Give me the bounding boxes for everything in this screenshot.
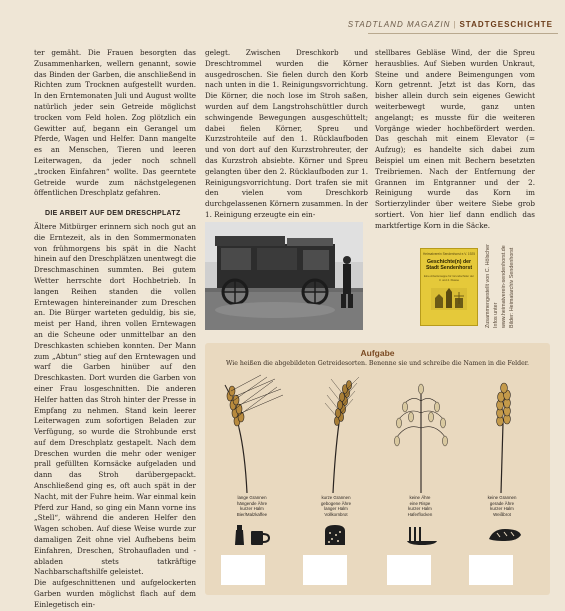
credits — [483, 244, 543, 330]
threshing-machine-illustration — [205, 222, 363, 330]
caption-line: Vollkornbrot — [324, 511, 348, 517]
paragraph: ter gemäht. Die Frauen besorgten das Zusammenharken, wellern genannt, sowie das Binden der Garben, die anschließend in Richten zum Trocknen aufgestellt wurden. In den Erntemonaten Juli und August wollte natürlich jeder sein Getreide möglichst trocken vom Feld holen. Zog plötzlich ein Gewitter auf, begann ein Gerangel um Pferde, Wagen und Helfer. Dann mangelte es an Menschen, Tieren und leeren Leiterwagen, da jeder noch schnell „trocken Einfahren“ wollte. Das geerntete Getreide wurde zum nächstgelegenen öffentlichen Dreschplatz gefahren. — [34, 48, 196, 198]
caption-line: kurzer Halm — [408, 506, 432, 512]
oat-caption — [385, 495, 455, 517]
booklet-cover — [420, 248, 478, 326]
caption-line: keine Ähre — [409, 495, 431, 500]
threshing-machine-photo — [205, 222, 363, 330]
barley-caption — [217, 495, 287, 517]
magazine-header — [348, 20, 553, 29]
wheat-caption — [467, 495, 537, 517]
text-column-3 — [375, 48, 535, 232]
caption-line: gebogene Ähre — [320, 500, 352, 506]
section-name: STADTGESCHICHTE — [459, 20, 553, 29]
answer-field-barley[interactable] — [221, 555, 265, 585]
wheat-ear-icon — [467, 373, 537, 493]
booklet-publisher: Heimatverein Sendenhorst e.V. 1925 — [423, 252, 475, 256]
header-rule — [368, 33, 558, 34]
caption-line: kurzer Halm — [490, 506, 514, 512]
answer-field-wheat[interactable] — [469, 555, 513, 585]
caption-line: gerade Ähre — [489, 500, 515, 506]
paragraph: gelegt. Zwischen Dreschkorb und Dreschtrommel wurden die Körner ausgedroschen. Sie fielen durch den Korb nach unten in die 1. Reinigungsvorrichtung. Die Körner, die noch lose im Stroh saßen, wurden auf dem Langstrohschüttler durch schwingende Bewegungen ausgeschüttelt; dabei fielen Körner, Spreu und Kurzstrohteile auf den 1. Rücklaufboden und von dort auf den Kurzstrohreuter, der das Kurzstroh absiebte. Körner und Spreu gelangten über den 2. Rücklaufboden zur 1. Reinigungsvorrichtung. Dort trafen sie mit den vielen vom Dreschkorb durchgelassenen Körnern zusammen. In der 1. Reinigung erzeugte ein ein- — [205, 48, 368, 219]
magazine-name: STADTLAND MAGAZIN — [347, 20, 451, 29]
subheading: DIE ARBEIT AUF DEM DRESCHPLATZ — [45, 210, 181, 218]
caption-line: Bier/Malzkaffee — [236, 511, 268, 517]
caption-line: kurzer Halm — [240, 506, 264, 512]
paragraph: Ältere Mitbürger erinnern sich noch gut an die Erntezeit, als in den Sommermonaten von frühmorgens bis spät in die Nacht hinein auf den Dreschplätzen unentwegt die Dreschmaschinen summten. Bei gutem Wetter herrschte dort Hochbetrieb. In langen Reihen standen die vollen Erntewagen hintereinander zum Dreschen an. Die Bürger warteten geduldig, bis sie, meist per Hand, ihren vollen Erntewagen an die Scheune oder unmittelbar an den Dreschkasten schieben konnten. Der Mann zum „Abtun“ stieg auf den Erntewagen und warf die Garben hinüber auf den Dreschkasten. Dort wurden die Garben von einer Frau losgeschnitten. Die anderen Helfer hatten das Stroh hinter der Presse in Empfang zu nehmen. Stand kein leerer Leiterwagen zum sofortigen Beladen zur Verfügung, so wurde die Strohbunde erst auf dem Dreschplatz gestapelt. Nach dem Dreschen wurden die mehr oder weniger prall gefüllten Kornsäcke aufgeladen und dann das Stroh darübergepackt. Anschließend ging es, oft auch spät in der Nacht, mit der Fuhre heim. War einmal kein Pferd zur Hand, so ging ein Mann vorne ins „Stell“, während die anderen Helfer den Wagen schoben. Auf diese Weise wurde zur damaligen Zeit ohne viel Aufhebens beim Einfahren, Dreschen, Strohaufladen und -abladen stets tatkräftige Nachbarschaftshilfe geleistet. — [34, 221, 196, 577]
caption-line: hängende Ähre — [236, 500, 268, 506]
oat-flakes-icon — [405, 523, 439, 545]
credit-info-label: Infos unter — [493, 302, 499, 328]
barley-ear-icon — [217, 373, 287, 493]
caption-line: langer Halm — [324, 506, 348, 512]
paragraph: Die aufgeschnittenen und aufgelockerten Garben wurden möglichst flach auf dem Einlegetisch ein- — [34, 578, 196, 609]
beer-bottle-and-mug-icon — [233, 523, 273, 545]
town-silhouette-icon — [431, 288, 467, 310]
text-column-2 — [205, 48, 368, 221]
credit-url: www.heimatverein-sendenhorst.de — [501, 245, 507, 328]
text-column-1 — [34, 48, 196, 611]
rye-caption — [301, 495, 371, 517]
oat-panicle-icon — [385, 373, 455, 493]
task-box — [205, 343, 550, 595]
caption-line: lange Grannen — [237, 495, 267, 500]
booklet-town-illustration — [431, 288, 467, 310]
caption-line: Weißbrot — [493, 511, 511, 517]
booklet-subtitle: Eine Arbeitsmappe für Grundschüler der 3. und 4. Klasse — [424, 274, 474, 282]
credit-images: Bilder: Heimatarchiv Sendenhorst — [509, 247, 515, 328]
rye-ear-icon — [301, 373, 371, 493]
task-instructions: Wie heißen die abgebildeten Getreidesorten. Benenne sie und schreibe die Namen in die Felder. — [225, 360, 529, 367]
caption-line: kurze Grannen — [321, 495, 351, 500]
booklet-title: Geschichte(n) der Stadt Sendenhorst — [425, 259, 473, 271]
answer-field-rye[interactable] — [303, 555, 347, 585]
task-title: Aufgabe — [360, 348, 395, 358]
paragraph: stellbares Gebläse Wind, der die Spreu herausblies. Auf Sieben wurden Unkraut, Steine und andere Beimengungen vom Korn getrennt. Jetzt ist das Korn, das bisher allein durch sein eigenes Gewicht weiterbewegt wurde, ganz unten angelangt; es musste für die weiteren Vorgänge wieder hochbefördert werden. Das geschah mit einem Elevator (= Aufzug); es handelte sich dabei zum Beispiel um einen mit Bechern besetzten Treibriemen. Nach der Entfernung der Grannen im Entgranner und der 2. Reinigung wurde das Korn im Sortierzylinder über weitere Siebe grob sortiert. Von hier lief dann endlich das marktfertige Korn in die Säcke. — [375, 48, 535, 230]
credit-author: Zusammengestellt von C. Hölscher — [485, 244, 491, 328]
header-separator: | — [453, 20, 457, 29]
baguette-icon — [487, 523, 523, 545]
caption-line: Haferflocken — [407, 511, 433, 517]
bread-slice-icon — [323, 523, 347, 545]
caption-line: eine Rispe — [409, 500, 431, 506]
caption-line: keine Grannen — [487, 495, 517, 500]
answer-field-oat[interactable] — [387, 555, 431, 585]
